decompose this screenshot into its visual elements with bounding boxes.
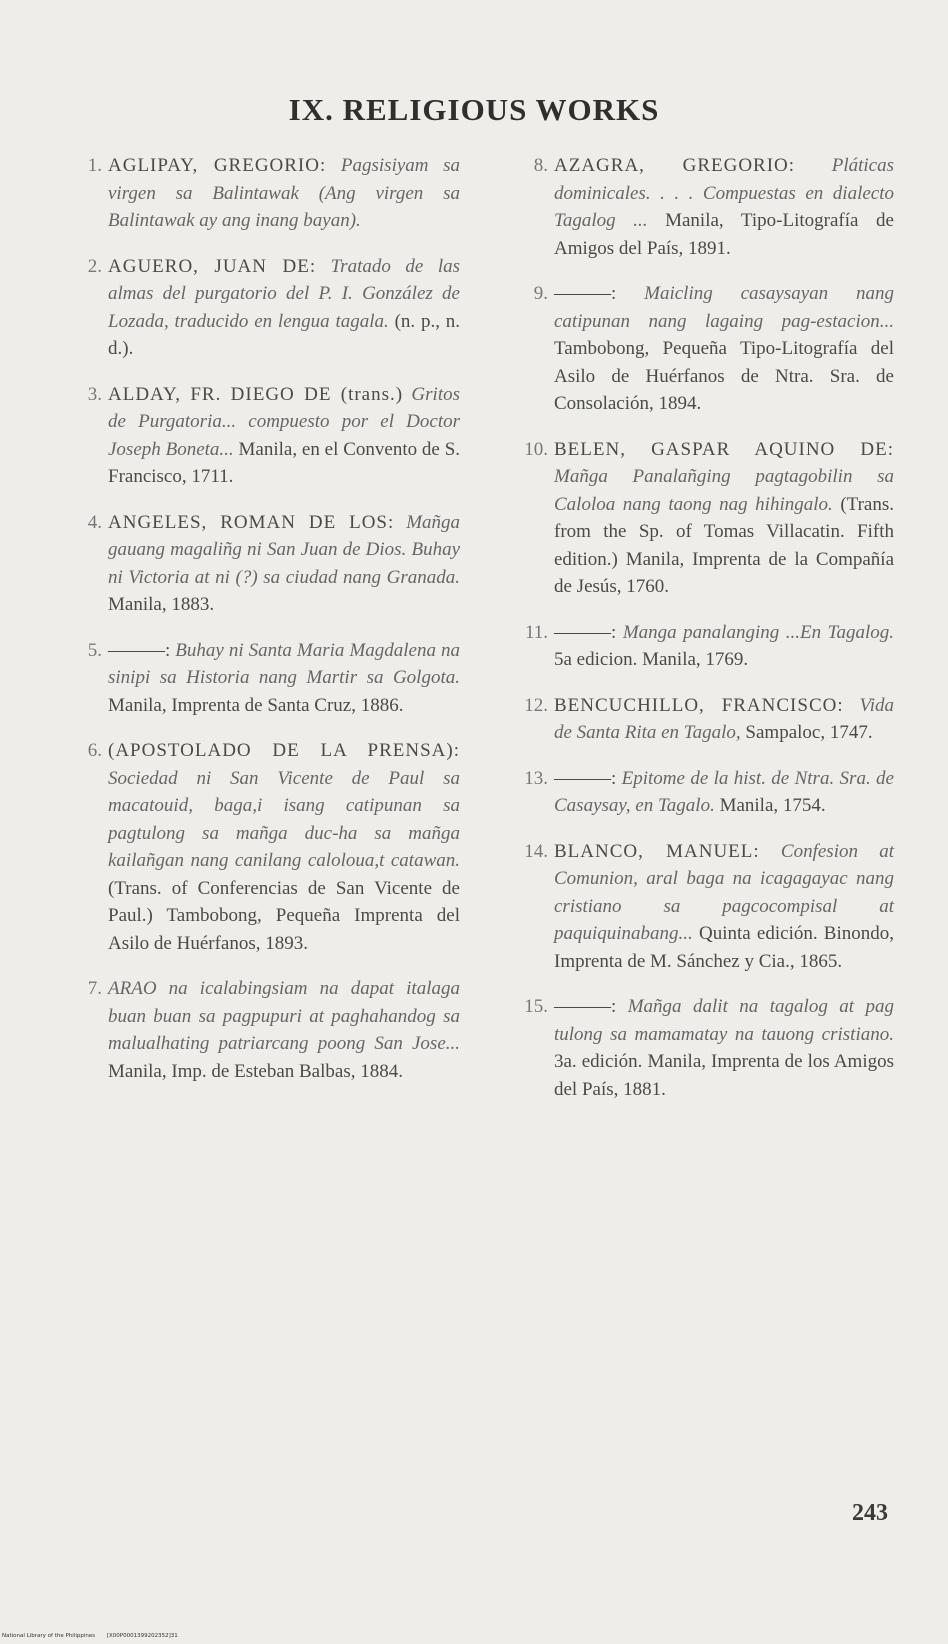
entry-title: Maicling casaysayan nang catipunan nang lagaing pag-estacion...	[554, 283, 894, 332]
entry-number: 6.	[87, 740, 102, 761]
bibliography-entry	[62, 381, 460, 491]
footer-id: [X00P0001399202352]31	[106, 1633, 178, 1639]
entry-title: Confesion at Comunion, aral baga na icagagayac nang cristiano sa pagcocompisal at paquiquinabang...	[554, 840, 895, 944]
entry-publication: 5a edicion. Manila, 1769.	[554, 649, 749, 670]
entry-author: AGLIPAY, GREGORIO:	[108, 155, 327, 176]
entry-publication: Manila, Imp. de Esteban Balbas, 1884.	[108, 1060, 403, 1082]
entry-title: Sociedad ni San Vicente de Paul sa macatouid, baga,i isang catipunan sa pagtulong sa mañga duc-ha sa mañga kailañgan nang canilang caloloua,t catawan.	[108, 767, 460, 871]
bibliography-entry	[62, 737, 460, 957]
entry-publication: Manila, 1883.	[108, 594, 215, 615]
entry-publication: Manila, Imprenta de Santa Cruz, 1886.	[108, 694, 404, 716]
entry-publication: Manila, 1754.	[719, 795, 826, 816]
entry-publication: Tambobong, Pequeña Tipo-Litografía del Asilo de Huérfanos de Ntra. Sra. de Consolación, 1894.	[554, 338, 894, 414]
entry-author: (APOSTOLADO DE LA PRENSA):	[108, 740, 460, 761]
entry-publication: 3a. edición. Manila, Imprenta de los Amigos del País, 1881.	[554, 1051, 894, 1100]
entry-number: 10.	[524, 438, 548, 460]
entry-title: ARAO na icalabingsiam na dapat italaga buan buan sa pagpupuri at paghahandog sa malualhating patriarcang poong San Jose...	[108, 978, 460, 1054]
bibliography-entry	[514, 436, 894, 601]
bibliography-entry	[514, 765, 894, 820]
entry-number: 14.	[524, 840, 548, 862]
entry-title: Mañga dalit na tagalog at pag tulong sa mamamatay na tauong cristiano.	[554, 996, 894, 1045]
entry-number: 13.	[524, 767, 548, 789]
left-column	[62, 152, 460, 1103]
entry-author: ———:	[554, 996, 617, 1017]
entry-number: 8.	[533, 155, 548, 176]
bibliography-entry	[62, 152, 460, 235]
right-column	[514, 152, 894, 1121]
entry-author: ———:	[108, 639, 171, 661]
entry-title: Tratado de las almas del purgatorio del P. I. González de Lozada, traducido en lengua tagala.	[108, 255, 460, 332]
entry-publication: (n. p., n. d.).	[108, 310, 461, 359]
bibliography-entry	[514, 152, 894, 262]
entry-author: ———:	[554, 767, 617, 789]
entry-number: 4.	[87, 511, 102, 533]
entry-title: Vida de Santa Rita en Tagalo,	[554, 694, 894, 743]
entry-author: AGUERO, JUAN DE:	[108, 255, 317, 277]
entry-title: Manga panalanging ...En Tagalog.	[622, 621, 894, 643]
entry-author: ———:	[554, 283, 617, 304]
entry-author: BLANCO, MANUEL:	[554, 840, 760, 862]
entry-publication: Quinta edición. Binondo, Imprenta de M. Sánchez y Cia., 1865.	[554, 923, 894, 972]
entry-publication: (Trans. from the Sp. of Tomas Villacatin. Fifth edition.) Manila, Imprenta de la Compañía de Jesús, 1760.	[554, 493, 894, 597]
entry-number: 15.	[524, 996, 548, 1017]
entry-number: 9.	[533, 283, 548, 304]
entry-title: Mañga gauang magaliñg ni San Juan de Dios. Buhay ni Victoria at ni (?) sa ciudad nang Granada.	[108, 511, 461, 588]
entry-publication: Sampaloc, 1747.	[745, 722, 873, 743]
entry-title: Gritos de Purgatoria... compuesto por el Doctor Joseph Boneta...	[108, 383, 460, 460]
bibliography-entry	[514, 692, 894, 747]
entry-publication: (Trans. of Conferencias de San Vicente de Paul.) Tambobong, Pequeña Imprenta del Asilo de Huérfanos, 1893.	[108, 877, 460, 954]
scan-footer	[2, 1633, 188, 1639]
entry-number: 7.	[87, 978, 102, 999]
entry-number: 2.	[87, 255, 102, 277]
entry-number: 11.	[524, 621, 548, 643]
bibliography-entry	[62, 637, 460, 720]
entry-title: Pagsisiyam sa virgen sa Balintawak (Ang virgen sa Balintawak ay ang inang bayan).	[108, 155, 461, 231]
entry-author: AZAGRA, GREGORIO:	[554, 155, 796, 176]
bibliography-entry	[62, 975, 460, 1085]
entry-publication: Manila, en el Convento de S. Francisco, 1711.	[108, 438, 461, 487]
bibliography-entry	[62, 253, 460, 363]
bibliography-entry	[62, 509, 460, 619]
entry-author: ANGELES, ROMAN DE LOS:	[108, 511, 395, 533]
entry-title: Mañga Panalañging pagtagobilin sa Caloloa nang taong nag hihingalo.	[554, 466, 894, 515]
entry-number: 5.	[87, 639, 102, 661]
footer-institution: National Library of the Philippines	[2, 1633, 96, 1639]
entry-number: 3.	[87, 383, 102, 405]
page-number: 243	[852, 1500, 888, 1526]
entry-author: ———:	[554, 621, 617, 643]
entry-title: Buhay ni Santa Maria Magdalena na sinipi sa Historia nang Martir sa Golgota.	[108, 639, 460, 688]
entry-publication: Manila, Tipo-Litografía de Amigos del País, 1891.	[554, 210, 894, 259]
entry-number: 12.	[524, 694, 548, 716]
bibliography-entry	[514, 280, 894, 418]
entry-author: BENCUCHILLO, FRANCISCO:	[554, 694, 844, 716]
entry-title: Pláticas dominicales. . . . Compuestas en dialecto Tagalog ...	[554, 155, 895, 231]
bibliography-entry	[514, 838, 894, 976]
entry-author: ALDAY, FR. DIEGO DE (trans.)	[108, 383, 404, 405]
bibliography-entry	[514, 993, 894, 1103]
bibliography-entry	[514, 619, 894, 674]
entry-title: Epitome de la hist. de Ntra. Sra. de Casaysay, en Tagalo.	[554, 767, 894, 816]
entry-number: 1.	[87, 155, 102, 176]
entry-author: BELEN, GASPAR AQUINO DE:	[554, 438, 894, 460]
page-title: IX. RELIGIOUS WORKS	[288, 92, 660, 127]
